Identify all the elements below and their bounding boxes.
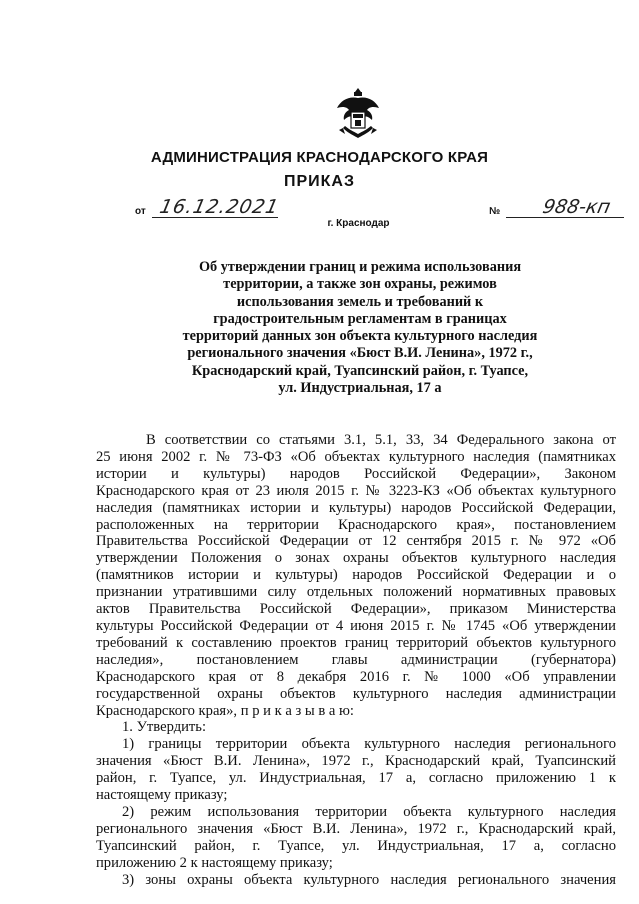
krasnodar-coat-of-arms-icon <box>335 86 381 140</box>
heading-line: территорий данных зон объекта культурного наследия <box>182 328 538 345</box>
body-text-line: (памятников истории и культуры) народов Российской Федерации и о <box>96 567 616 584</box>
body-text-line: Туапсинский район, г. Туапсе, ул. Индустриальная, 17 а, согласно <box>96 837 616 854</box>
heading-line: использования земель и требований к <box>236 293 484 310</box>
date-label: от <box>135 206 146 217</box>
document-body <box>96 432 616 888</box>
body-text-line: настоящему приказу; <box>96 787 228 804</box>
body-text-line: регионального значения «Бюст В.И. Ленина», 1972 г., Краснодарский край, <box>96 820 616 837</box>
body-text-line: Краснодарского края от 8 декабря 2016 г. № 1000 «Об управлении <box>96 668 616 685</box>
body-text-line: актов Правительства Российской Федерации», приказом Министерства <box>96 601 616 618</box>
body-text-line: 2) режим использования территории объекта культурного наследия <box>122 803 616 820</box>
body-text-line: Краснодарского края от 23 июля 2015 г. № 3223-КЗ «Об объектах культурного <box>96 482 616 499</box>
number-value-handwritten: 988-кп <box>540 196 613 218</box>
body-text-line: наследия (памятниках истории и культуры) народов Российской Федерации, <box>96 499 616 516</box>
document-heading <box>140 259 580 397</box>
date-value-handwritten: 16.12.2021 <box>157 196 282 218</box>
body-text-line: расположенных на территории Краснодарского края», постановлением <box>96 516 616 533</box>
heading-line: Об утверждении границ и режима использования <box>198 259 522 275</box>
body-text-line: приложению 2 к настоящему приказу; <box>96 854 333 871</box>
date-number-row <box>0 198 639 232</box>
heading-line: ул. Индустриальная, 17 а <box>278 380 442 397</box>
organization-title: АДМИНИСТРАЦИЯ КРАСНОДАРСКОГО КРАЯ <box>150 149 489 166</box>
body-text-line: Правительства Российской Федерации от 12 сентября 2015 г. № 972 «Об <box>96 533 616 550</box>
body-text-line: утверждении Положения о зонах охраны объектов культурного наследия <box>96 550 616 567</box>
body-text-line: 1. Утвердить: <box>122 719 207 736</box>
document-type: ПРИКАЗ <box>283 173 355 190</box>
body-text-line: признании утратившими силу отдельных положений нормативных правовых <box>96 584 616 601</box>
body-text-line: 3) зоны охраны объекта культурного наследия регионального значения <box>122 871 616 888</box>
body-text-line: 1) границы территории объекта культурного наследия регионального <box>122 736 616 753</box>
body-text-line: Краснодарского края», п р и к а з ы в а ю: <box>96 702 354 719</box>
number-label: № <box>489 206 501 217</box>
heading-line: градостроительным регламентам в границах <box>213 310 507 327</box>
heading-line: Краснодарский край, Туапсинский район, г. Туапсе, <box>191 362 529 379</box>
heading-line: территории, а также зон охраны, режимов <box>223 276 497 293</box>
body-text-line: значения «Бюст В.И. Ленина», 1972 г., Краснодарский край, Туапсинский <box>96 753 616 770</box>
body-text-line: требований к составлению проектов границ территорий объектов культурного <box>96 634 616 651</box>
body-text-line: наследия», постановлением главы администрации (губернатора) <box>96 651 616 668</box>
body-text-line: В соответствии со статьями 3.1, 5.1, 33, 34 Федерального закона от <box>146 432 616 448</box>
body-text-line: государственной охраны объектов культурного наследия администрации <box>96 685 616 702</box>
place-label: г. Краснодар <box>327 218 390 229</box>
body-text-line: истории и культуры) народов Российской Федерации», Законом <box>96 465 616 482</box>
body-text-line: 25 июня 2002 г. № 73-ФЗ «Об объектах культурного наследия (памятниках <box>96 448 616 465</box>
body-text-line: район, г. Туапсе, ул. Индустриальная, 17 а, согласно приложению 1 к <box>96 770 616 787</box>
heading-line: регионального значения «Бюст В.И. Ленина», 1972 г., <box>187 345 533 362</box>
body-text-line: культуры Российской Федерации от 4 июня 2015 г. № 1745 «Об утверждении <box>96 617 616 634</box>
